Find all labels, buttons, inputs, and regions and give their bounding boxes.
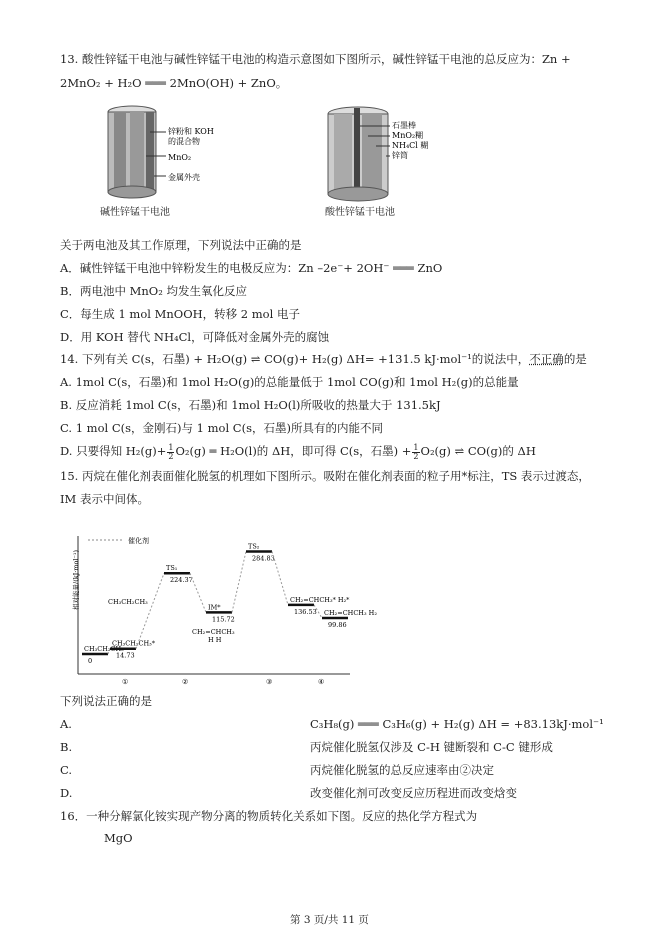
y-axis-label: 相对能量/(kJ·mol⁻¹) (72, 549, 80, 610)
struct-propane: CH₃CH₂CH₃ (108, 598, 148, 606)
q14-option-d (60, 443, 536, 461)
struct-hh: H H (208, 636, 222, 644)
level-label-2: TS₁ (166, 564, 178, 573)
level-value-2: 224.37 (170, 576, 193, 585)
level-label-6: CH₂=CHCH₃ H₂ (324, 609, 377, 618)
level-value-4: 284.83 (252, 554, 275, 563)
label-mno2-left: MnO₂ (168, 153, 192, 162)
connector-2 (136, 573, 164, 648)
q14-stem-c: 的是 (563, 352, 587, 366)
q15-option-b-text: 丙烷催化脱氢仅涉及 C-H 键断裂和 C-C 键形成 (310, 740, 553, 754)
label-metal-shell: 金属外壳 (168, 173, 200, 182)
legend-label: 催化剂 (128, 537, 149, 545)
q14-optd-b: O₂(g) ═ H₂O(l)的 ΔH，即可得 C(s，石墨) + (175, 444, 412, 458)
battery-figures (100, 100, 560, 220)
level-label-5: CH₂=CHCH₃* H₂* (290, 595, 350, 604)
frac-den-2: 2 (413, 451, 419, 461)
label-mixture: 的混合物 (168, 137, 200, 146)
label-mno2-paste: MnO₂糊 (392, 131, 424, 140)
frac-den-1: 2 (168, 451, 174, 461)
q15-option-a-text: C₃H₈(g) ═══ C₃H₆(g) + H₂(g) ΔH = +83.13kJ·mol⁻¹ (310, 717, 604, 731)
step-label-3: ③ (266, 678, 273, 686)
level-value-1: 14.73 (116, 651, 135, 660)
q14-stem-emphasis: 不正确 (529, 352, 564, 366)
q13-option-a: A．碱性锌锰干电池中锌粉发生的电极反应为：Zn –2e⁻+ 2OH⁻ ═══ ZnO (60, 261, 443, 275)
q13-line2: 2MnO₂ + H₂O ═══ 2MnO(OH) + ZnO。 (60, 76, 288, 90)
q14-stem-a: 14. 下列有关 C(s，石墨) + H₂O(g) ⇌ CO(g)+ H₂(g) ΔH= +131.5 kJ·mol⁻¹的说法中， (60, 352, 530, 366)
fraction-half-1 (167, 444, 174, 461)
energy-profile-chart (60, 528, 377, 688)
connector-5 (272, 551, 288, 604)
q15-option-c-text: 丙烷催化脱氢的总反应速率由②决定 (310, 763, 494, 777)
fraction-half-2 (412, 444, 419, 461)
level-label-4: TS₂ (248, 542, 260, 551)
q13-line1: 13. 酸性锌锰干电池与碱性锌锰干电池的构造示意图如下图所示，碱性锌锰干电池的总反应为：Zn + (60, 52, 571, 66)
q15-option-c-letter: C. (60, 763, 73, 777)
step-label-2: ② (182, 678, 189, 686)
acid-battery-drawing (328, 107, 390, 201)
q13-stem: 关于两电池及其工作原理，下列说法中正确的是 (60, 238, 302, 252)
q13-option-d: D．用 KOH 替代 NH₄Cl，可降低对金属外壳的腐蚀 (60, 330, 330, 344)
q15-stem: 下列说法正确的是 (60, 694, 152, 708)
q13-option-c: C．每生成 1 mol MnOOH，转移 2 mol 电子 (60, 307, 300, 321)
caption-acid: 酸性锌锰干电池 (325, 207, 395, 218)
label-zn-koh: 锌粉和 KOH (168, 127, 214, 136)
q14-option-a: A. 1mol C(s，石墨)和 1mol H₂O(g)的总能量低于 1mol CO(g)和 1mol H₂(g)的总能量 (60, 375, 519, 389)
connector-4 (232, 551, 246, 612)
level-value-3: 115.72 (212, 615, 235, 624)
q15-line1: 15. 丙烷在催化剂表面催化脱氢的机理如下图所示。吸附在催化剂表面的粒子用*标注，TS 表示过渡态， (60, 469, 590, 483)
step-label-1: ① (122, 678, 129, 686)
q16-mgo: MgO (104, 831, 133, 845)
q14-option-c: C. 1 mol C(s，金刚石)与 1 mol C(s，石墨)所具有的内能不同 (60, 421, 383, 435)
q15-option-b-letter: B. (60, 740, 73, 754)
level-value-0: 0 (88, 657, 93, 665)
level-label-1: CH₃CH₂CH₃* (112, 639, 155, 648)
q15-option-d-text: 改变催化剂可改变反应历程进而改变焓变 (310, 786, 517, 800)
label-zinc-can: 锌筒 (392, 151, 408, 160)
level-label-3: IM* (208, 603, 221, 612)
level-label-0: CH₃CH₂CH₃ (84, 645, 124, 653)
label-graphite-rod: 石墨棒 (392, 121, 416, 130)
page-footer: 第 3 页/共 11 页 (290, 914, 369, 926)
q15-option-d-letter: D. (60, 786, 73, 800)
frac-num-2: 1 (413, 442, 419, 452)
q15-option-a-letter: A. (60, 717, 72, 731)
q16-line1: 16．一种分解氯化铵实现产物分离的物质转化关系如下图。反应的热化学方程式为 (60, 809, 478, 823)
frac-num-1: 1 (168, 442, 174, 452)
q14-option-b: B. 反应消耗 1mol C(s，石墨)和 1mol H₂O(l)所吸收的热量大于 131.5kJ (60, 398, 441, 412)
step-label-4: ④ (318, 678, 325, 686)
q14-optd-a: D. 只要得知 H₂(g)+ (60, 444, 167, 458)
label-nh4cl-paste: NH₄Cl 糊 (392, 141, 429, 150)
q15-line2: IM 表示中间体。 (60, 492, 149, 506)
q14-optd-c: O₂(g) ⇌ CO(g)的 ΔH (420, 444, 536, 458)
level-value-5: 136.53 (294, 607, 317, 616)
level-value-6: 99.86 (328, 621, 347, 630)
caption-alkaline: 碱性锌锰干电池 (100, 207, 170, 218)
q13-option-b: B．两电池中 MnO₂ 均发生氧化反应 (60, 284, 247, 298)
q14-stem (60, 351, 587, 367)
struct-propene: CH₂=CHCH₃ (192, 628, 235, 636)
alkaline-battery-drawing (108, 106, 166, 198)
